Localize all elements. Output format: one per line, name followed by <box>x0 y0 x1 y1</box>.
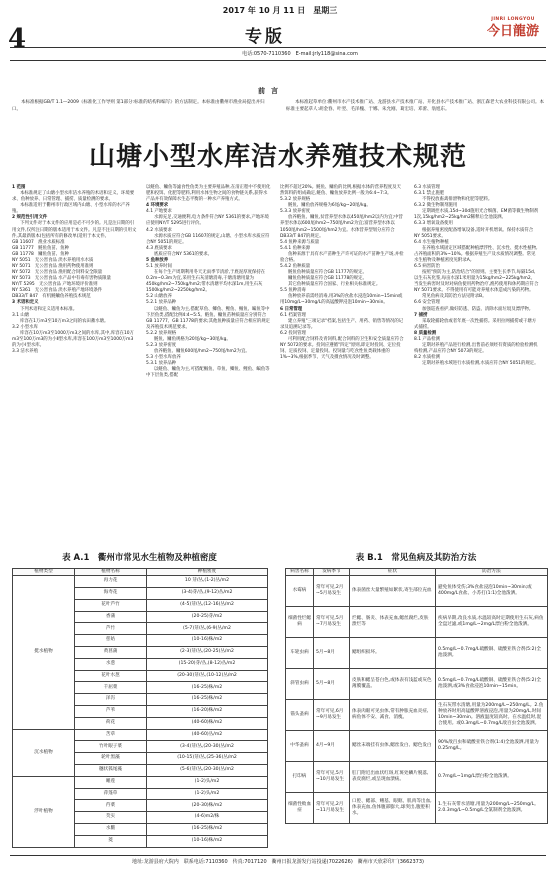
section-heading: 5 鱼种放养 <box>146 257 169 263</box>
disease-name-cell: 斜管虫病 <box>286 669 314 700</box>
table-row <box>286 576 548 607</box>
density-cell: (20-30)株/m2 <box>147 800 268 812</box>
density-cell: (4-5)芽/丛,(12-16)丛/m2 <box>147 599 268 611</box>
paragraph: 5.2.2 放养规格 <box>146 330 177 336</box>
table-row <box>286 731 548 762</box>
plant-name-cell: 竹叶眼子菜 <box>75 741 147 753</box>
paragraph: 不得投放畜禽排泄物和化肥等肥料。 <box>422 197 493 203</box>
paragraph: 鲢鱼鱼种质量应符合GB 11777的规定。 <box>288 270 367 276</box>
section-heading: 1 范围 <box>12 185 26 190</box>
paragraph: 底质应符合NY 5361的要求。 <box>154 251 213 257</box>
paragraph: 在每个生产周期利用冬天无雨季节清淤,于底泥厚度保持在0.2m~0.3m为宜,采用生石灰清塘消毒,干塘清塘用量为450kg/hm2~750kg/hm2;带水清塘平均水深1m,用生石灰1500kg/hm2~2250kg/hm2。 <box>146 270 266 294</box>
density-cell: (5-7)芽/丛,(6-9)丛/m2 <box>147 623 268 635</box>
season-cell: 常年可见,2月~11月易发生 <box>314 793 350 824</box>
table-b-header: 防治方法 <box>436 569 548 576</box>
paragraph: 比例不超过20%。鲢鱼、鳙鱼的比例,根据水体的营养程度及天然饵料的组成确定,鲢鱼、鳙鱼放养比例一般为6:4~7:3。 <box>280 185 401 197</box>
density-cell: (10-16)株/m2 <box>147 635 268 647</box>
section-heading: 2 规范性引用文件 <box>12 215 48 221</box>
paragraph: 6.1 档案管理 <box>280 312 306 318</box>
table-a <box>12 568 268 848</box>
table-row <box>286 762 548 793</box>
paragraph: 5.4 鱼种来源与质量 <box>280 239 320 245</box>
density-cell: (4-6)m2/株 <box>147 812 268 824</box>
table-b-caption: 表 B.1 常见鱼病及其防治方法 <box>355 553 477 563</box>
paragraph: 4.1 产地要求 <box>146 209 172 215</box>
table-b-header: 病害名称 <box>286 569 314 576</box>
paragraph: 5.4.2 鱼种质量 <box>280 264 311 270</box>
header-rule <box>10 47 546 48</box>
disease-name-cell: 打印病 <box>286 762 314 793</box>
plant-name-cell: 再力花 <box>75 576 147 588</box>
header-rule-thin <box>10 60 546 61</box>
paragraph: 5.5 鱼种消毒 <box>280 288 306 294</box>
table-row <box>286 669 548 700</box>
paragraph: 8.1 产品检测 <box>414 336 440 342</box>
density-cell: (16-25)株/m2 <box>147 682 268 694</box>
density-cell: (1-2)头/m2 <box>147 788 268 800</box>
density-cell: (3-4)芽/丛,(9-12)丛/m2 <box>147 587 268 599</box>
density-cell: (10-16)株/m2 <box>147 835 268 847</box>
plant-type-cell: 浮叶植物 <box>13 776 75 847</box>
density-cell: (15-20)芽/丛,(8-12)丛/m2 <box>147 658 268 670</box>
paragraph: 5.2.3 放养密度 <box>146 343 177 349</box>
section-heading: 3 术语和定义 <box>12 300 39 306</box>
density-cell: (20-25)芽/m2 <box>147 611 268 623</box>
symptom-cell: 口腔、鳃部、鳍基、眼眶、肌肉等出血,体表充血,鱼体腹部膨大,球突出,腹腔积水。 <box>350 793 436 824</box>
paragraph: 放养鲢鱼、鳙鱼600尾/hm2~750尾/hm2为宜。 <box>154 349 250 355</box>
paragraph: 定期调控水质,15d~30d施用光合细菌、EM菌等微生物制剂1次,15kg/hm2~25kg/hm2稀释后全池泼洒。 <box>414 209 539 221</box>
paragraph: 以鲢鱼、鳙鱼为主,可搭配鲴鱼、草鱼、鲫鱼、鲤鱼、鳊鱼等中下层鱼类,搭配 <box>146 367 270 379</box>
treatment-cell: 0.7mg/L~1mg/L漂白粉全池泼洒。 <box>436 762 548 793</box>
paragraph: 以鲢鱼、鳙鱼为主,搭配草鱼、鲫鱼、鲤鱼、鲴鱼、鳊鱼等中下层鱼类,搭配比例4:4~5:5。鲢鱼、鳙鱼苗种质量应分别符合GB 11777、GB 11778的要求;其他鱼种质量应符合相应的规定及养殖技术规范要求。 <box>146 306 271 330</box>
paragraph: 按照"预防为主,防治结合"的原则。主要生长季节,每隔15d,以生石灰化浆,每亩水深1米用量为15kg/hm2~225kg/hm2。当发生病害时及时对病鱼使用药物治疗,渔药使用和休药期应符合NY 5071要求。不得使用有可能对养殖水体造成污染的药物。 <box>414 270 539 294</box>
paragraph: 4.3 底质要求 <box>146 245 172 251</box>
paragraph: NY 5051 无公害食品 淡水养殖用水水质 <box>12 257 94 263</box>
plant-name-cell: 荇菜 <box>75 800 147 812</box>
body-column-1 <box>12 185 137 355</box>
plant-name-cell: 慈姑 <box>75 635 147 647</box>
density-cell: 10 芽/丛,(1-2)丛/m2 <box>147 576 268 588</box>
density-cell: (16-25)株/m2 <box>147 694 268 706</box>
paragraph: 6.6 安全管理 <box>414 300 440 306</box>
plant-type-cell: 挺水植物 <box>13 576 75 729</box>
plant-name-cell: 花叶芦竹 <box>75 599 147 611</box>
paragraph: 其它鱼种质量应符合国家、行业相关标准规定。 <box>288 282 381 288</box>
paragraph: 库容在10万m3至1000万m3之间的水库,其中,库容在10万m3至100万m3的为小Ⅱ型水库,库容在100万m3至1000万m3的为小Ⅰ型水库。 <box>12 330 134 349</box>
page-number: 4 <box>8 24 27 54</box>
disease-name-cell: 细菌性败血症 <box>286 793 314 824</box>
paragraph: 6.3.3 增氧设备使用 <box>414 221 453 227</box>
footer-rule <box>10 855 546 856</box>
paragraph: 鲢鱼、鳙鱼放养规格为6尾/kg~20尾/kg。 <box>288 203 371 209</box>
foreword-title: 前言 <box>258 87 284 95</box>
plant-name-cell: 睡莲 <box>75 776 147 788</box>
table-a-header: 植物类型 <box>13 569 75 576</box>
paragraph: 5.3.3 放养密度 <box>280 209 311 215</box>
disease-name-cell: 锚头蚤病 <box>286 700 314 731</box>
paragraph: 以鲢鱼、鳙鱼等滤食性鱼类为主要养殖品种,在清正程中不使用化肥和投饵、化肥等肥料,利用水体生物之间的食物链关系,获得水产品并有效保障水生态平衡的一种水产养殖方式。 <box>146 185 271 203</box>
density-cell: (20-30)芽/丛,(10-12)丛/m2 <box>147 670 268 682</box>
density-cell: (5-6)芽/丛,(20-30)丛/m2 <box>147 764 268 776</box>
table-row <box>286 638 548 669</box>
plant-name-cell: 泽泻 <box>75 694 147 706</box>
foreword-left: 本标准根据GB/T 1.1—2009《标准化工作导则 第1部分:标准的结构和编写》的方法制定。本标准由衢州市渔业局提出并归口。 <box>12 100 265 112</box>
table-row <box>286 700 548 731</box>
density-cell: (40-60)丛/m2 <box>147 729 268 741</box>
plant-type-cell: 沉水植物 <box>13 729 75 776</box>
plant-name-cell: 花叶水葱 <box>75 670 147 682</box>
treatment-cell: 0.5mg/L~0.7mg/L硫酸铜、硫酸亚铁合剂(5:2)全池泼洒,或3%食盐浸泡10min~15min。 <box>436 669 548 700</box>
plant-name-cell: 萍蓬草 <box>75 788 147 800</box>
paragraph: 放养鲢鱼、鳙鱼,贫营养型水体以450尾/hm2以内为宜;中营养型水体以600尾/hm2~750尾/hm2为宜;富营养型水体以1050尾/hm2~1500尾/hm2为宜。水体营养型划分应符合DB33/T 847的规定。 <box>280 215 403 239</box>
paragraph: 6.2 投饲管理 <box>280 330 306 336</box>
density-cell: (3-4)芽/丛,(20-30)丛/m2 <box>147 741 268 753</box>
paragraph: NY/T 5295 无公害食品 产地环境评价准则 <box>12 282 98 288</box>
paragraph: 下列术语和定义适用本标准。 <box>20 306 78 312</box>
plant-name-cell: 轮叶黑藻 <box>75 753 147 765</box>
treatment-cell: 0.5mg/L~0.7mg/L硫酸铜、硫酸亚铁合剂(5:2)全池泼洒。 <box>436 638 548 669</box>
paragraph: 5.3 小型水库放养 <box>146 355 181 361</box>
season-cell: 5月~8月 <box>314 638 350 669</box>
foreword-right: 本标准起草单位:衢州市水产技术推广站、龙游县水产技术推广站、开化县水产技术推广站、浙江森老大农业科技有限公司。本标准主要起草人:胡金春、叶翌、毛泽槐、于娜、朱允刚、葛宏培、邓蕾、翁旭东。 <box>286 100 545 112</box>
density-cell: (2-3)芽/丛,(20-25)丛/m2 <box>147 646 268 658</box>
section-heading: 8 质量检测 <box>414 330 437 336</box>
paragraph: 鱼种放养前需经消毒,用3%的食盐水浸泡10min~15min或用10mg/L~30mg/L的高锰酸钾浸泡10min~30min。 <box>280 294 403 306</box>
treatment-cell: 疾病早期,改良水质,水温较高时定期使用生石灰,病鱼全盘过滤,或1mg/L~2mg/L漂白粉全池泼洒。 <box>436 607 548 638</box>
paragraph: 5.2.1 放养品种 <box>146 300 177 306</box>
disease-name-cell: 车轮虫病 <box>286 638 314 669</box>
plant-name-cell: 菱 <box>75 835 147 847</box>
paragraph: 6.3.1 禁止施肥 <box>414 191 445 197</box>
density-cell: (1-2)头/m2 <box>147 776 268 788</box>
paragraph: 水源充足,交通便利,电力条件符合NY 5361的要求,产地环境应使用NY/T 5295进行评价。 <box>146 215 269 227</box>
paragraph: 3.1 山塘 <box>12 312 30 318</box>
table-row <box>13 576 268 588</box>
section-heading: 7 捕捞 <box>414 312 428 318</box>
paragraph: 采取轮捕轮放或者年底一次性捕捞。采用拉网捕捞或干塘方式捕捞。 <box>414 318 537 330</box>
symptom-cell: 肛门附近出血状红斑,红斑处鳞片脱落,表皮腐烂,或呈现血溃疡。 <box>350 762 436 793</box>
paragraph: 6.5 病害防治 <box>414 264 440 270</box>
issue-date: 2017 年 10 月 11 日 星期三 <box>222 6 338 15</box>
table-row <box>13 776 268 788</box>
plant-name-cell: 穗状狐尾藻 <box>75 764 147 776</box>
disease-name-cell: 水霉病 <box>286 576 314 607</box>
plant-name-cell: 黄菖蒲 <box>75 646 147 658</box>
paragraph: 8.2 水质检测 <box>414 355 440 361</box>
table-b-header: 症状 <box>350 569 436 576</box>
paragraph: 本标准规定了山塘小型水库洁水养殖的术语和定义、环境要求、鱼种放养、日常管理、捕捞、质量检测的要求。 <box>12 191 135 203</box>
table-a-header: 植物名称 <box>75 569 147 576</box>
plant-name-cell: 海寿花 <box>75 587 147 599</box>
body-column-3 <box>280 185 405 361</box>
paragraph: NY 5073 无公害食品 水产品中有毒有害物质限量 <box>12 276 111 282</box>
paragraph: 定期对养殖产品进行检测,出售前必须经有资质的检验检测机构检测,产品应符合NY 5073的规定。 <box>414 343 538 355</box>
paragraph: 下列文件对于本文件的应用是必不可少的。凡是注日期的引用文件,仅所注日期的版本适用于本文件。凡是不注日期的引用文件,其最新版本(包括所有的修改单)适用于本文件。 <box>12 221 137 239</box>
paragraph: 鱼种来源于具有水产苗种生产许可证的水产苗种生产场,并检验合格。 <box>280 251 404 263</box>
treatment-cell: 避免鱼体受伤;3%食盐浸泡10min~30min;或400mg/L食盐、小苏打(1:1)全池泼洒。 <box>436 576 548 607</box>
body-column-2 <box>146 185 271 380</box>
symptom-cell: 鳃组织损坏。 <box>350 638 436 669</box>
paragraph: 可利用配合饲料及青饲料,配合饲料的卫生和安全质量应符合NY 5072的要求。投饲应遵循"四定"原则,即定时投饲、定位投饲、定质投饲、定量投饲。投饲量与吃食性鱼类载体重的1%~3%,根据季节、天气及摄食情况及时调整。 <box>280 336 404 361</box>
paragraph: 5.1 放养时间 <box>146 264 172 270</box>
paragraph: 5.2 山塘放养 <box>146 294 172 300</box>
table-a-header: 种植密度 <box>147 569 268 576</box>
paragraph: 库容在1万m3至10万m3之间的农田蓄水塘。 <box>20 318 109 324</box>
season-cell: 常年可见,2月~5月易发生 <box>314 576 350 607</box>
paragraph: 5.4.1 鱼种来源 <box>280 245 311 251</box>
season-cell: 常年可见,5月~7月易发生 <box>314 607 350 638</box>
density-cell: (16-25)株/m2 <box>147 823 268 835</box>
table-b-header: 发病季节 <box>314 569 350 576</box>
paragraph: 鳙鱼鱼种质量应符合GB 11778的规定。 <box>288 276 367 282</box>
season-cell: 4月~9月 <box>314 731 350 762</box>
plant-name-cell: 千屈菜 <box>75 682 147 694</box>
plant-name-cell: 水葱 <box>75 658 147 670</box>
table-row <box>286 793 548 824</box>
density-cell: (40-60)株/m2 <box>147 717 268 729</box>
symptom-cell: 体表菌丝大量繁殖如絮状,寄生部位充血 <box>350 576 436 607</box>
body-column-4 <box>414 185 539 367</box>
newspaper-logo <box>480 17 546 41</box>
table-row <box>286 607 548 638</box>
paragraph: 本标准适用于衢州市行政区域内山塘、小型水库的水产养殖。 <box>12 203 130 215</box>
treatment-cell: 90%敌百虫和硫酸亚铁合剂(1:4)全池泼洒,用量为0.25mg/L。 <box>436 731 548 762</box>
logo-chinese: 今日龍游 <box>486 24 539 40</box>
paragraph: 根据养殖密度配备增氧设备,适时开机增氧。保持水质符合NY 5051要求。 <box>414 227 534 239</box>
paragraph: GB 11777 鲢鱼鱼苗、鱼种 <box>12 245 69 251</box>
density-cell: (16-20)株/m2 <box>147 705 268 717</box>
treatment-cell: 1.生石灰带水清塘,用量为200mg/L~250mg/L。2.0.3mg/L~0.5mg/L全氯制剂全池泼洒。 <box>436 793 548 824</box>
paragraph: GB 11607 渔业水质标准 <box>12 239 65 245</box>
plant-name-cell: 芦苇 <box>75 705 147 717</box>
symptom-cell: 体表肉眼可见虫体,常有肿胀充血炎症,病鱼体不安、减食、消瘦。 <box>350 700 436 731</box>
footer-info: 地址:龙游县府大院内 联系电话:7110360 传真:7017120 衢州日报龙游发行站投递(7022626) 衢州市天欣彩印厂(3662373) <box>132 859 424 865</box>
paragraph: GB 11778 鳙鱼鱼苗、鱼种 <box>12 251 69 257</box>
paragraph: 加强巡查看护,做好防逃、防盗、清除水面垃圾及漂浮物。 <box>422 306 534 312</box>
paragraph: 4.2 水质要求 <box>146 227 172 233</box>
logo-english: JINRI LONGYOU <box>491 17 535 22</box>
paragraph: 3.3 洁水养殖 <box>12 349 38 355</box>
article-title: 山塘小型水库洁水养殖技术规范 <box>88 142 467 172</box>
season-cell: 常年可见,5月~10月易发生 <box>314 762 350 793</box>
paragraph: 在养殖水域固定区域搭配种植漂浮性、沉水性、挺水性植物,占养殖面积的3%~10%。根据养殖生产及水质情况调整。常见水生植物及种植密度见附录A。 <box>414 245 538 263</box>
paragraph: 3.2 小型水库 <box>12 324 38 330</box>
paragraph: 5.3.2 放养规格 <box>280 197 311 203</box>
paragraph: 常见鱼病及其防治方法见附录B。 <box>422 294 487 300</box>
table-b <box>285 568 548 824</box>
plant-name-cell: 荷花 <box>75 717 147 729</box>
density-cell: (10-15)芽/丛,(25-36)丛/m2 <box>147 753 268 765</box>
paragraph: 6.3 水质管理 <box>414 185 440 190</box>
paragraph: 6.4 水生植物种植 <box>414 239 449 245</box>
section-title: 专版 <box>245 27 285 47</box>
plant-name-cell: 芦竹 <box>75 623 147 635</box>
paragraph: 5.3.1 放养品种 <box>146 361 177 367</box>
symptom-cell: 皮肤和鳃呈苍白色,或体表有浅蓝或灰色薄膜覆盖。 <box>350 669 436 700</box>
paragraph: 定期对养殖水域进行水质检测,水质应符合NY 5051的规定。 <box>422 361 539 367</box>
section-heading: 4 环境要求 <box>146 203 169 209</box>
plant-name-cell: 芡实 <box>75 812 147 824</box>
paragraph: DB33/T 847 有机鲢鳙鱼养殖技术规范 <box>12 294 91 300</box>
paragraph: NY 5071 无公害食品 渔用药物使用准则 <box>12 264 94 270</box>
table-a-caption: 表 A.1 衢州市常见水生植物及种植密度 <box>62 553 217 563</box>
plant-name-cell: 水鳖 <box>75 823 147 835</box>
disease-name-cell: 细菌性烂鳃病 <box>286 607 314 638</box>
disease-name-cell: 中华蚤病 <box>286 731 314 762</box>
paragraph: 6.3.2 微生物制剂施用 <box>414 203 458 209</box>
paragraph: 鲢鱼、鳙鱼规格为20尾/kg~30尾/kg。 <box>154 336 231 342</box>
table-row <box>13 729 268 741</box>
plant-name-cell: 苦草 <box>75 729 147 741</box>
paragraph: 建立养殖"三项记录"档案,包括生产、用药、销售等情况的记录及追溯记录等。 <box>280 318 404 330</box>
paragraph: NY 5361 无公害食品 淡水养殖产地环境条件 <box>12 288 103 294</box>
season-cell: 5月~8月 <box>314 669 350 700</box>
section-heading: 6 日常管理 <box>280 306 303 312</box>
treatment-cell: 生石灰带水清塘,用量为200mg/L~250mg/L。2.鱼种放养时用高锰酸钾溶液浸泡,用量为20mg/L,时间10min~30min。溶液温度较高时。在水温低时,混合使用。或0.3mg/L~0.7mg/L敌百虫全池泼洒。 <box>436 700 548 731</box>
season-cell: 常年可见,6月~9月易发生 <box>314 700 350 731</box>
symptom-cell: 烂鳃、肠炎、体表充血,鳃丝腐烂,皮肤溃烂等 <box>350 607 436 638</box>
contact-info: 电话:0570-7110360 E-mail:jrly118@sina.com <box>242 51 358 57</box>
symptom-cell: 鳃丝末端挂有虫体,鳃丝发白、鳃色发白 <box>350 731 436 762</box>
paragraph: NY 5072 无公害食品 渔用配合饲料安全限量 <box>12 270 103 276</box>
plant-name-cell: 香蒲 <box>75 611 147 623</box>
paragraph: 水源水质应符合GB 11607的规定,山塘、小型水库水质应符合NY 5051的规定。 <box>146 233 270 245</box>
